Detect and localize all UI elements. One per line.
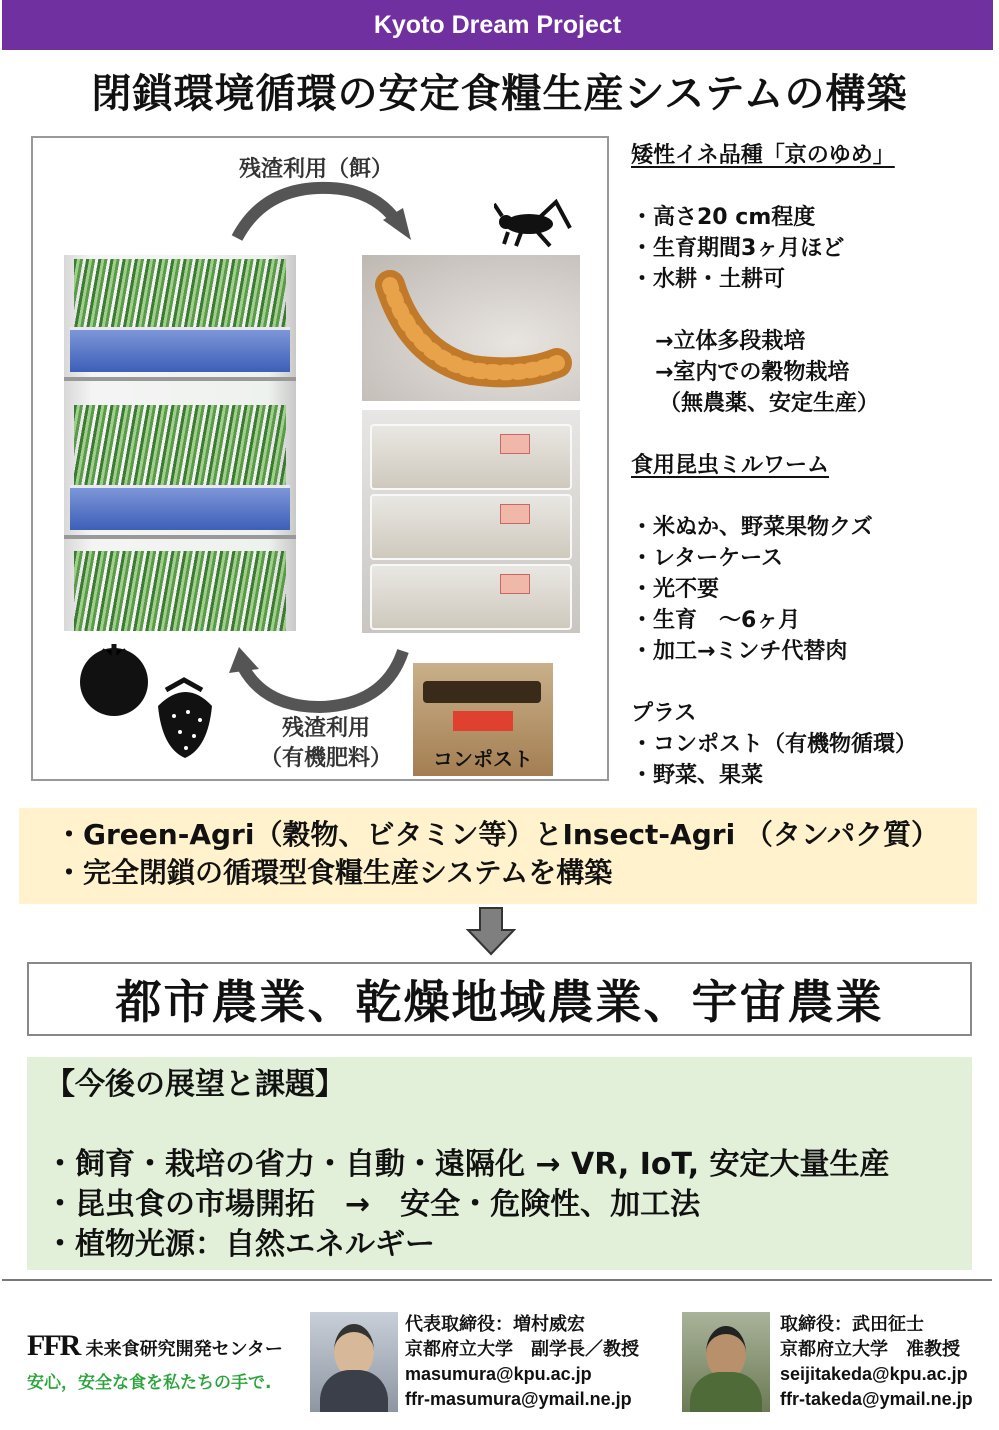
summary-line: ・Green-Agri（穀物、ビタミン等）とInsect-Agri （タンパク質） (55, 818, 939, 851)
insect-bullet: ・レターケース (631, 546, 784, 571)
letter-case-photo (362, 410, 580, 633)
rice-bullet: ・高さ20 cm程度 (631, 205, 816, 230)
cricket-icon (494, 198, 574, 250)
mealworm-photo (362, 255, 580, 401)
rice-arrow-item: →立体多段栽培 (655, 329, 806, 354)
compost-label: コンポスト (433, 747, 533, 771)
insect-heading: 食用昆虫ミルワーム (631, 453, 830, 478)
fruit-icons (78, 640, 218, 760)
future-box (27, 1057, 972, 1270)
insect-bullet: ・生育 ～6ヶ月 (631, 608, 801, 633)
cycle-arrow-top (225, 180, 415, 245)
person2-email: seijitakeda@kpu.ac.jp (780, 1364, 968, 1384)
plus-heading: プラス (631, 701, 697, 726)
person1-email: masumura@kpu.ac.jp (405, 1364, 592, 1384)
company-logo (27, 1329, 283, 1363)
rice-arrow-item: （無農薬、安定生産） (659, 391, 880, 416)
avatar (682, 1312, 770, 1412)
person1-info (405, 1312, 639, 1412)
avatar (310, 1312, 398, 1412)
project-banner: Kyoto Dream Project (2, 0, 993, 50)
target-fields: 都市農業、乾燥地域農業、宇宙農業 (27, 962, 972, 1036)
summary-box (19, 808, 977, 904)
future-item: ・昆虫食の市場開拓 → 安全・危険性、加工法 (45, 1187, 701, 1222)
rice-bullet: ・生育期間3ヶ月ほど (631, 236, 845, 261)
cycle-arrow-bottom (225, 645, 415, 720)
residue-feed-label: 残渣利用（餌） (238, 157, 393, 182)
plus-bullet: ・コンポスト（有機物循環） (631, 732, 918, 757)
compost-photo (413, 663, 553, 776)
rice-shelf-photo (64, 255, 296, 631)
rice-heading: 矮性イネ品種「京のゆめ」 (631, 143, 895, 168)
residue-fertilizer-line1: 残渣利用 (281, 716, 370, 741)
person1-affiliation: 京都府立大学 副学長／教授 (405, 1339, 639, 1360)
page-title: 閉鎖環境循環の安定食糧生産システムの構築 (91, 71, 908, 117)
future-item: ・植物光源：自然エネルギー (45, 1227, 435, 1262)
footer-divider (2, 1279, 992, 1281)
insect-bullet: ・加工→ミンチ代替肉 (631, 639, 848, 664)
residue-fertilizer-label (236, 714, 416, 774)
person1-email-alt: ffr-masumura@ymail.ne.jp (405, 1389, 632, 1409)
down-arrow-icon (466, 906, 516, 956)
summary-line: ・完全閉鎖の循環型食糧生産システムを構築 (55, 856, 613, 889)
person2-affiliation: 京都府立大学 准教授 (780, 1339, 960, 1360)
logo-mark: FFR (27, 1329, 80, 1362)
future-item: ・飼育・栽培の省力・自動・遠隔化 → VR, IoT, 安定大量生産 (45, 1147, 890, 1182)
description-column (631, 140, 991, 791)
plus-bullet: ・野菜、果菜 (631, 763, 764, 788)
insect-bullet: ・光不要 (631, 577, 720, 602)
person2-role: 取締役：武田征士 (780, 1314, 924, 1335)
insect-bullet: ・米ぬか、野菜果物クズ (631, 515, 873, 540)
person2-info (780, 1312, 973, 1412)
rice-bullet: ・水耕・土耕可 (631, 267, 786, 292)
rice-arrow-item: →室内での穀物栽培 (655, 360, 850, 385)
logo-text: 未来食研究開発センター (85, 1339, 283, 1360)
tagline: 安心，安全な食を私たちの手で. (27, 1373, 272, 1393)
person2-email-alt: ffr-takeda@ymail.ne.jp (780, 1389, 973, 1409)
future-heading: 【今後の展望と課題】 (45, 1067, 345, 1102)
person1-role: 代表取締役：増村威宏 (405, 1314, 585, 1335)
residue-fertilizer-line2: （有機肥料） (259, 746, 392, 771)
